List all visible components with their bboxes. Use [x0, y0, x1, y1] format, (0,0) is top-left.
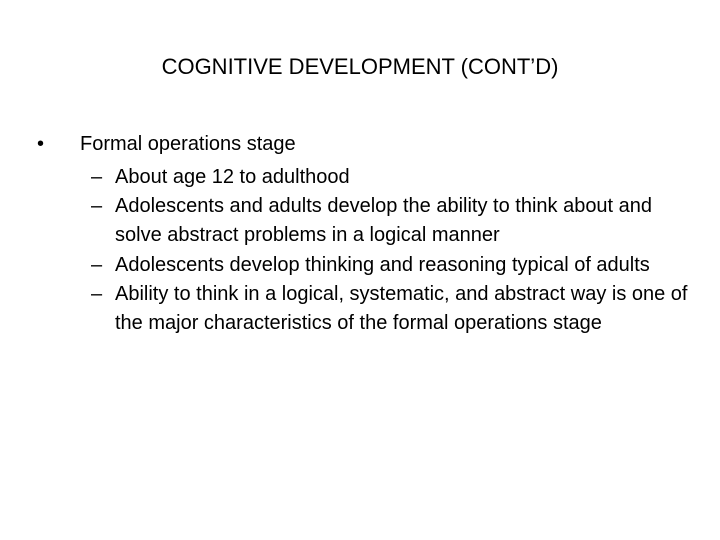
sub-bullet-text: About age 12 to adulthood [115, 166, 350, 188]
sub-bullet-item [91, 280, 691, 338]
sub-bullet-list [91, 163, 691, 338]
slide-title: COGNITIVE DEVELOPMENT (CONT’D) [161, 54, 559, 79]
sub-bullet-text: Ability to think in a logical, systematic, and abstract way is one of the major characteristics of the formal operations stage [115, 282, 688, 335]
dash-marker: – [91, 282, 103, 305]
dash-marker: – [91, 195, 103, 218]
sub-bullet-item [91, 251, 691, 280]
bullet-marker: • [37, 133, 45, 155]
bullet-text: Formal operations stage [80, 133, 296, 155]
sub-bullet-item [91, 163, 691, 192]
sub-bullet-text: Adolescents and adults develop the ability to think about and solve abstract problems in a logical manner [115, 195, 653, 247]
dash-marker: – [91, 166, 103, 188]
dash-marker: – [91, 253, 103, 276]
sub-bullet-text: Adolescents develop thinking and reasoning typical of adults [115, 253, 650, 276]
sub-bullet-item [91, 192, 691, 250]
